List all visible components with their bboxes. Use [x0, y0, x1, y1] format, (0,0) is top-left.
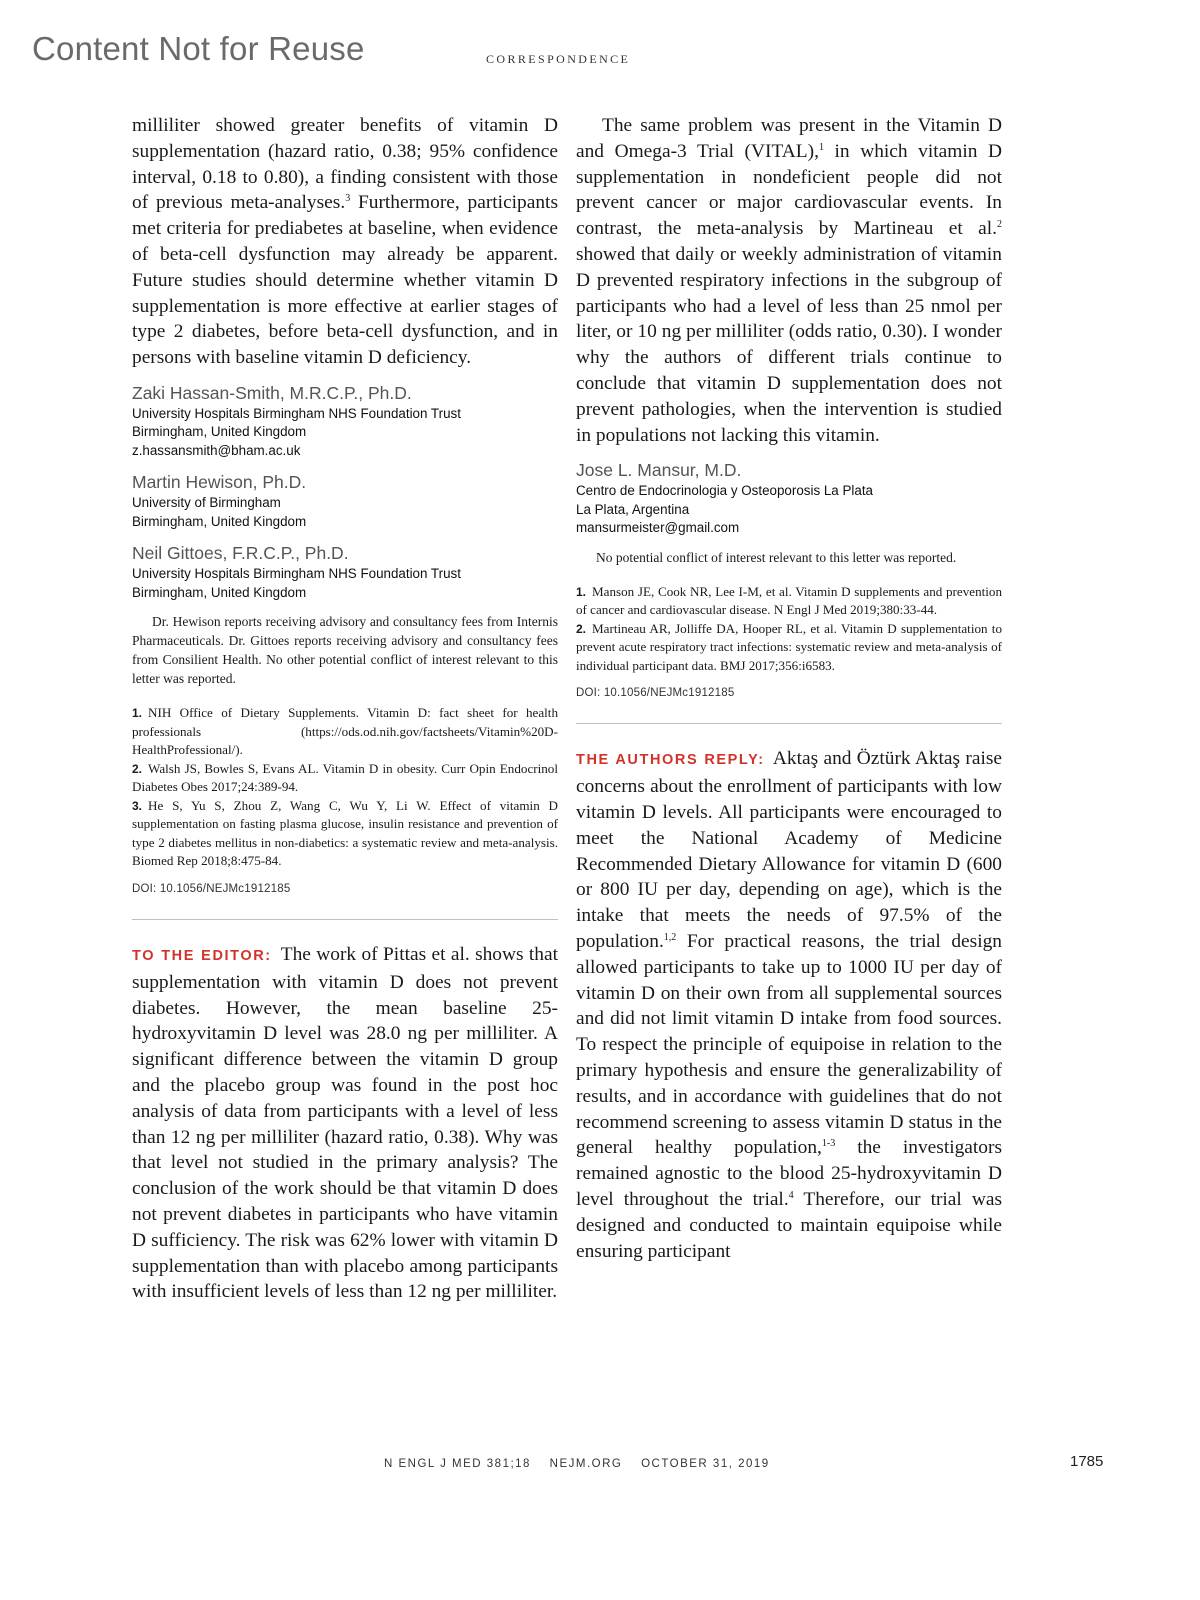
author-affiliation: University of Birmingham — [132, 495, 281, 511]
section-lead: TO THE EDITOR: — [132, 947, 272, 964]
author-name: Neil Gittoes, F.R.C.P., Ph.D. — [132, 543, 349, 564]
author-email[interactable]: z.hassansmith@bham.ac.uk — [132, 442, 301, 458]
letter-to-editor: TO THE EDITOR: The work of Pittas et al. shows that supplementation with vitamin D does not prevent diabetes. However, the mean baseline 25-hydroxyvitamin D level was 28.0 ng per milliliter. A significant difference between the vitamin D group and the placebo group was found in the post hoc analysis of data from participants with a level of less than 12 ng per milliliter (hazard ratio, 0.38). Why was that level not studied in the primary analysis? The conclusion of the work should be that vitamin D does not prevent diabetes in participants who have vitamin D sufficiency. The risk was 62% lower with vitamin D supplementation than with placebo among participants with insufficient levels of less than 12 ng per milliliter. — [132, 943, 558, 1303]
letter-paragraph: The same problem was present in the Vitamin D and Omega-3 Trial (VITAL),$^1$ in which vitamin D supplementation in nondeficient people did not prevent cancer or major cardiovascular events. In contrast, the meta-analysis by Martineau et al.$^2$ showed that daily or weekly administration of vitamin D prevented respiratory infections in the subgroup of participants who had a level of less than 25 nmol per liter, or 10 ng per milliliter (odds ratio, 0.30). I wonder why the authors of different trials continue to conclude that vitamin D supplementation does not prevent pathologies, when the intervention is studied in populations not lacking this vitamin. — [576, 115, 1003, 446]
running-head: CORRESPONDENCE — [486, 52, 631, 66]
author-name: Zaki Hassan-Smith, M.R.C.P., Ph.D. — [132, 382, 412, 403]
author-location: Birmingham, United Kingdom — [132, 424, 307, 440]
right-column — [576, 113, 1002, 1264]
reference-list — [576, 583, 1002, 676]
author-block-2 — [132, 470, 558, 531]
section-lead: THE AUTHORS REPLY: — [576, 752, 765, 769]
author-location: Birmingham, United Kingdom — [132, 513, 307, 529]
author-name: Martin Hewison, Ph.D. — [132, 472, 307, 493]
journal-site[interactable]: NEJM.ORG — [549, 1458, 623, 1470]
reference-item: 1. Manson JE, Cook NR, Lee I-M, et al. Vitamin D supplements and prevention of cancer and cardiovascular disease. N Engl J Med 2019;380:33-44. — [576, 583, 1002, 618]
reference-item: 3. He S, Yu S, Zhou Z, Wang C, Wu Y, Li W. Effect of vitamin D supplementation on fasting plasma glucose, insulin resistance and prevention of type 2 diabetes mellitus in non-diabetics: a systematic review and meta-analysis. Biomed Rep 2018;8:475-84. — [132, 797, 558, 869]
authors-reply: THE AUTHORS REPLY: Aktaş and Öztürk Aktaş raise concerns about the enrollment of participants with low vitamin D levels. All participants were encouraged to meet the National Academy of Medicine Recommended Dietary Allowance for vitamin D (600 or 800 IU per day, depending on age), which is the intake that meets the needs of 97.5% of the population.$^{1,2}$ For practical reasons, the trial design allowed participants to take up to 1000 IU per day of vitamin D on their own from all supplemental sources and did not limit vitamin D intake from food sources. To respect the principle of equipoise in relation to the primary hypothesis and ensure the generalizability of results, and in accordance with guidelines that do not recommend screening to assess vitamin D status in the general healthy population,$^{1-3}$ the investigators remained agnostic to the blood 25-hydroxyvitamin D level throughout the trial.$^4$ Therefore, our trial was designed and conducted to maintain equipoise while ensuring participant — [576, 748, 1002, 1262]
author-block-1 — [132, 381, 558, 461]
reference-item: 2. Martineau AR, Jolliffe DA, Hooper RL, et al. Vitamin D supplementation to prevent acute respiratory tract infections: systematic review and meta-analysis of individual participant data. BMJ 2017;356:i6583. — [576, 620, 1002, 673]
watermark-text: Content Not for Reuse — [32, 30, 365, 67]
journal-citation: N ENGL J MED 381;18 — [384, 1458, 531, 1470]
page-number: 1785 — [1070, 1453, 1104, 1470]
disclosure-statement: No potential conflict of interest relevant to this letter was reported. — [596, 549, 957, 565]
paragraph-continuation: milliliter showed greater benefits of vitamin D supplementation (hazard ratio, 0.38; 95% confidence interval, 0.18 to 0.80), a finding consistent with those of previous meta-analyses.$^3$ Furthermore, participants met criteria for prediabetes at baseline, when evidence of beta-cell dysfunction may already be apparent. Future studies should determine whether vitamin D supplementation is more effective at earlier stages of type 2 diabetes, before beta-cell dysfunction, and in persons with baseline vitamin D deficiency. — [132, 115, 558, 369]
section-divider — [576, 723, 1002, 724]
author-block-4 — [576, 458, 1002, 538]
doi-link[interactable]: DOI: 10.1056/NEJMc1912185 — [576, 687, 735, 700]
doi-link[interactable]: DOI: 10.1056/NEJMc1912185 — [132, 882, 291, 895]
publication-date: OCTOBER 31, 2019 — [641, 1458, 770, 1470]
author-block-3 — [132, 541, 558, 602]
reference-item: 2. Walsh JS, Bowles S, Evans AL. Vitamin D in obesity. Curr Opin Endocrinol Diabetes Obes 2017;24:389-94. — [132, 760, 558, 795]
author-location: La Plata, Argentina — [576, 501, 690, 517]
reference-item: 1. NIH Office of Dietary Supplements. Vitamin D: fact sheet for health professionals (https://ods.od.nih.gov/factsheets/Vitamin%20D-HealthProfessional/). — [132, 705, 558, 758]
author-affiliation: University Hospitals Birmingham NHS Foundation Trust — [132, 566, 461, 582]
author-affiliation: Centro de Endocrinologia y Osteoporosis La Plata — [576, 483, 874, 499]
author-email[interactable]: mansurmeister@gmail.com — [576, 520, 740, 536]
section-divider — [132, 919, 558, 920]
disclosure-statement: Dr. Hewison reports receiving advisory and consultancy fees from Internis Pharmaceuticals. Dr. Gittoes reports receiving advisory and consultancy fees from Consilient Health. No other potential conflict of interest relevant to this letter was reported. — [132, 614, 558, 687]
left-column — [132, 113, 558, 1305]
reference-list — [132, 704, 558, 871]
author-location: Birmingham, United Kingdom — [132, 584, 307, 600]
author-name: Jose L. Mansur, M.D. — [576, 460, 742, 481]
page-footer — [384, 1458, 784, 1470]
author-affiliation: University Hospitals Birmingham NHS Foundation Trust — [132, 405, 461, 421]
